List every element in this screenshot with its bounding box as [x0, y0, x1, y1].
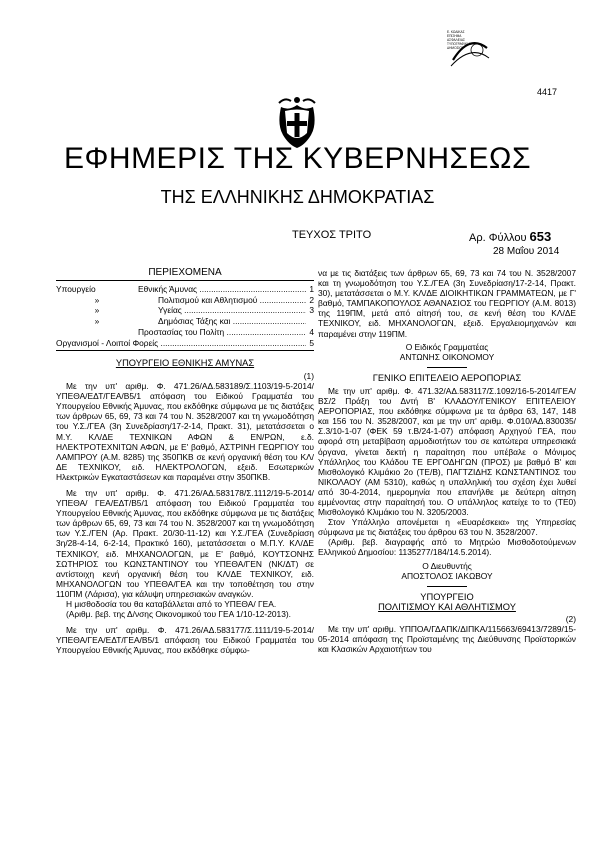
signatory-name: ΑΝΤΩΝΗΣ ΟΙΚΟΝΟΜΟΥ: [399, 351, 495, 362]
section-heading: ΥΠΟΥΡΓΕΙΟ: [420, 591, 474, 602]
sheet-number: [469, 229, 551, 244]
stamp-line: Ε. ΚΩΔΙΚΑΣ: [447, 30, 465, 34]
stamp-line: ΑΣΦΑΛΕΙΑΣ: [447, 38, 465, 42]
toc-cell: Προστασίας του Πολίτη .....: [138, 327, 306, 337]
toc-page: 4: [309, 326, 314, 337]
paragraph: Με την υπ' αριθμ. ΥΠΠΟΑ/ΓΔΑΠΚ/ΔΙΠΚΑ/115663/69413/7289/15-05-2014 απόφαση της Προϊσταμένης της Διεύθυνσης Προϊστορικών και Κλασικών Αρχαιοτήτων του: [318, 624, 576, 655]
toc-page: 2: [309, 294, 314, 305]
signatory-title: Ο Ειδικός Γραμματέας: [405, 341, 489, 352]
paragraph: (Αριθμ. βεβ. της Δ/νσης Οικονομικού του ΓΕΑ 1/10-12-2013).: [66, 609, 291, 620]
paragraph: να με τις διατάξεις των άρθρων 65, 69, 73 και 74 του Ν. 3528/2007 και τη γνωμοδότηση του Υ.Σ./ΓΕΑ (3η Συνεδρίαση/17-2-14, Πρακτ. 30), μετατάσσεται ο Μ.Υ. ΚΛ/ΔΕ ΔΙΟΙΚΗΤΙΚΩΝ ΓΡΑΜΜΑΤΕΩΝ, με Γ' βαθμό, ΤΑΜΠΑΚΟΠΟΥΛΟΣ ΑΘΑΝΑΣΙΟΣ του ΓΕΩΡΓΙΟΥ (Α.Μ. 8013) της 119ΠΜ, μετά από αίτησή του, σε κενή θέση του ΚΛ/ΔΕ ΤΕΧΝΙΚΟΥ, ειδ. ΜΗΧΑΝΟΛΟΓΩΝ, εξειδ. Εργαλειομηχανών και παραμένει στην 119ΠΜ.: [318, 268, 576, 339]
toc-row[interactable]: [56, 283, 314, 294]
toc-page: 1: [309, 283, 314, 294]
paragraph: Με την υπ' αριθμ. Φ. 471.26/ΑΔ.583189/Σ.1103/19-5-2014/ΥΠΕΘΑ/ΕΔΤ/ΓΕΑ/Β5/1 απόφαση του Ειδικού Γραμματέα του Υπουργείου Εθνικής Άμυνας, που εκδόθηκε σύμφωνα με τις διατάξεις των άρθρων 65, 69, 73 και 74 του Ν. 3528/2007 και τη γνωμοδότηση του Υ.Σ./ΓΕΑ (3η Συνεδρίαση/17-2-14, Πρακτ. 31), μετατάσσεται ο Μ.Υ. ΚΛ/ΔΕ ΤΕΧΝΙΚΩΝ ΑΦΩΝ & ΕΝ/ΡΩΝ, ε.δ. ΗΛΕΚΤΡΟΤΕΧΝΙΤΩΝ ΑΦΩΝ, με Ε' βαθμό, ΑΣΤΡΙΝΗ ΓΕΩΡΓΙΟΥ του ΛΑΜΠΡΟΥ (Α.Μ. 8285) της 350ΠΚΒ σε κενή οργανική θέση του ΚΛ/ΔΕ ΤΕΧΝΙΚΟΥ, ειδ. ΗΛΕΚΤΡΟΛΟΓΩΝ, εξειδ. Εσωτερικών Ηλεκτρικών Εγκαταστάσεων και παραμένει στην 350ΠΚΒ.: [56, 381, 314, 482]
toc-page: 3: [309, 305, 314, 316]
toc-cell: Υγείας .....: [158, 305, 306, 315]
decision-number: (2): [565, 613, 576, 624]
toc-cell: Υπουργείο: [56, 283, 96, 294]
page-number: 4417: [537, 87, 558, 97]
section-heading: ΥΠΟΥΡΓΕΙΟ ΕΘΝΙΚΗΣ ΑΜΥΝΑΣ: [115, 357, 255, 368]
divider: [427, 367, 467, 368]
divider: [56, 280, 314, 281]
section-heading: ΓΕΝΙΚΟ ΕΠΙΤΕΛΕΙΟ ΑΕΡΟΠΟΡΙΑΣ: [372, 372, 522, 383]
toc-cell: Εθνικής Άμυνας .....: [138, 284, 306, 294]
right-column: [318, 268, 576, 654]
paragraph: Η μισθοδοσία του θα καταβάλλεται από το ΥΠΕΘΑ/ ΓΕΑ.: [66, 599, 277, 610]
stamp-line: ΕΠΙΣΗΜΑ: [447, 34, 462, 38]
issue-date: 28 Μαΐου 2014: [493, 246, 560, 257]
decision-number: (1): [303, 370, 314, 381]
paragraph: Με την υπ' αριθμ. Φ. 471.26/ΑΔ.583178/Σ.1112/19-5-2014/ΥΠΕΘΑ/ ΓΕΑ/ΕΔΤ/Β5/1 απόφαση του Ειδικού Γραμματέα του Υπουργείου Εθνικής Άμυνας, που εκδόθηκε σύμφωνα με τις διατάξεις των άρθρων 65, 69, 73 και 74 του Ν. 3528/2007 και τη γνωμοδότηση των Υ.Σ./ΓΕΝ (Αρ. Πρακτ. 20/30-11-12) και Υ.Σ./ΓΕΑ (Συνεδρίαση 3η/28-4-14, 6-2-14, Πρακτικό 160), μετατάσσεται ο Μ.Π.Υ. ΚΛ/ΔΕ ΤΕΧΝΙΚΟΥ, ειδ. ΜΗΧΑΝΟΛΟΓΩΝ, με Ε' βαθμό, ΚΟΥΤΣΟΝΗΣ ΣΩΤΗΡΙΟΣ του ΚΩΝΣΤΑΝΤΙΝΟΥ του ΥΠΕΘΑ/ΓΕΝ (ΝΚ/ΔΤ) σε αντίστοιχη κενή οργανική θέση του ΚΛ/ΔΕ ΤΕΧΝΙΚΟΥ, ειδ. ΜΗΧΑΝΟΛΟΓΩΝ του ΥΠΕΘΑ/ΓΕΑ και την τοποθέτηση του στην 110ΠΜ (Λάρισα), για κάλυψη υπηρεσιακών αναγκών.: [56, 488, 314, 599]
toc-page: 5: [309, 337, 314, 348]
toc-cell: »: [94, 305, 100, 316]
paragraph: Με την υπ' αριθμ. Φ. 471.26/ΑΔ.583177/Σ.1111/19-5-2014/ΥΠΕΘΑ/ΓΕΑ/ΕΔΤ/ΓΕΑ/Β5/1 απόφαση του Ειδικού Γραμματέα του Υπουργείου Εθνικής Άμυνας, που εκδόθηκε σύμφω-: [56, 625, 314, 656]
signatory-name: ΑΠΟΣΤΟΛΟΣ ΙΑΚΩΒΟΥ: [401, 570, 493, 581]
toc-cell: »: [94, 316, 100, 327]
divider: [427, 586, 467, 587]
paragraph: (Αριθμ. βεβ. διαγραφής από το Μητρώο Μισθοδοτούμενων Ελληνικού Δημοσίου: 1135277/184/14.5.2014).: [318, 537, 576, 558]
sheet-label: Αρ. Φύλλου: [469, 232, 527, 244]
signatory-title: Ο Διευθυντής: [422, 560, 472, 571]
paragraph: Στον Υπάλληλο απονέμεται η «Ευαρέσκεια» της Υπηρεσίας σύμφωνα με τις διατάξεις του άρθρου 63 του Ν. 3528/2007.: [318, 517, 576, 538]
toc-cell: Δημόσιας Τάξης και .....: [158, 316, 306, 326]
security-stamp: [447, 30, 491, 72]
toc-cell: Οργανισμοί - Λοιποί Φορείς .....: [56, 338, 306, 348]
divider: [56, 350, 314, 351]
stamp-line: ΔΗΜΟΣΙΟΥ: [447, 46, 464, 50]
toc-cell: Πολιτισμού και Αθλητισμού .....: [158, 295, 306, 305]
left-column: [56, 268, 314, 656]
issue-label: ΤΕΥΧΟΣ ΤΡΙΤΟ: [292, 229, 372, 241]
toc-row[interactable]: [56, 315, 314, 326]
section-heading: ΠΟΛΙΤΙΣΜΟΥ ΚΑΙ ΑΘΛΗΤΙΣΜΟΥ: [378, 601, 516, 612]
gazette-subtitle: ΤΗΣ ΕΛΛΗΝΙΚΗΣ ΔΗΜΟΚΡΑΤΙΑΣ: [160, 187, 435, 207]
toc-row[interactable]: [56, 337, 314, 348]
stamp-line: ΤΥΠΟΓΡΑΦΙΚΗΣ: [447, 42, 472, 46]
sheet-number-value: 653: [529, 229, 552, 244]
gazette-title: ΕΦΗΜΕΡΙΣ ΤΗΣ ΚΥΒΕΡΝΗΣΕΩΣ: [63, 142, 532, 175]
toc-cell: »: [94, 294, 100, 305]
toc-row[interactable]: [56, 294, 314, 305]
toc-heading: ΠΕΡΙΕΧΟΜΕΝΑ: [148, 267, 222, 278]
stamp-logo-icon: [447, 30, 491, 72]
paragraph: Με την υπ' αριθμ. Φ. 471.32/ΑΔ.583117/Σ.1092/16-5-2014/ΓΕΑ/ΒΣ/2 Πράξη του Δντή Β' ΚΛΑΔΟΥ/ΓΕΝΙΚΟΥ ΕΠΙΤΕΛΕΙΟΥ ΑΕΡΟΠΟΡΙΑΣ, που εκδόθηκε σύμφωνα με τα άρθρα 63, 147, 148 και 156 του Ν. 3528/2007, και με την υπ' αριθμ. Φ.010/ΑΔ.830035/Σ.3/10-1-07 (ΦΕΚ 59 τ.Β/24-1-07) απόφαση Αρχηγού ΓΕΑ, που αφορά στη μεταβίβαση αρμοδιοτήτων του σε κατώτερα υπηρεσιακά όργανα, γίνεται δεκτή η παραίτηση που υπέβαλε ο Μόνιμος Υπάλληλος του Κλάδου ΤΕ ΕΡΓΟΔΗΓΩΝ (ΠΡΟΣ) με βαθμό Β' και Μισθολογικό Κλιμάκιο 2ο (ΤΕ/Β), ΠΑΓΤΖΙΔΗΣ ΚΩΝΣΤΑΝΤΙΝΟΣ του ΝΙΚΟΛΑΟΥ (ΑΜ 5310), καθώς η υπαλληλική του σχέση έχει λυθεί από 30-4-2014, ημερομηνία που επανήλθε με δεύτερη αίτηση εμμένοντας στην παραίτησή του. Ο υπάλληλος κατείχε το το (ΤΕ0) Μισθολογικό Κλιμάκιο του Ν. 3205/2003.: [318, 385, 576, 518]
toc-row[interactable]: [56, 305, 314, 316]
toc-row[interactable]: [56, 326, 314, 337]
